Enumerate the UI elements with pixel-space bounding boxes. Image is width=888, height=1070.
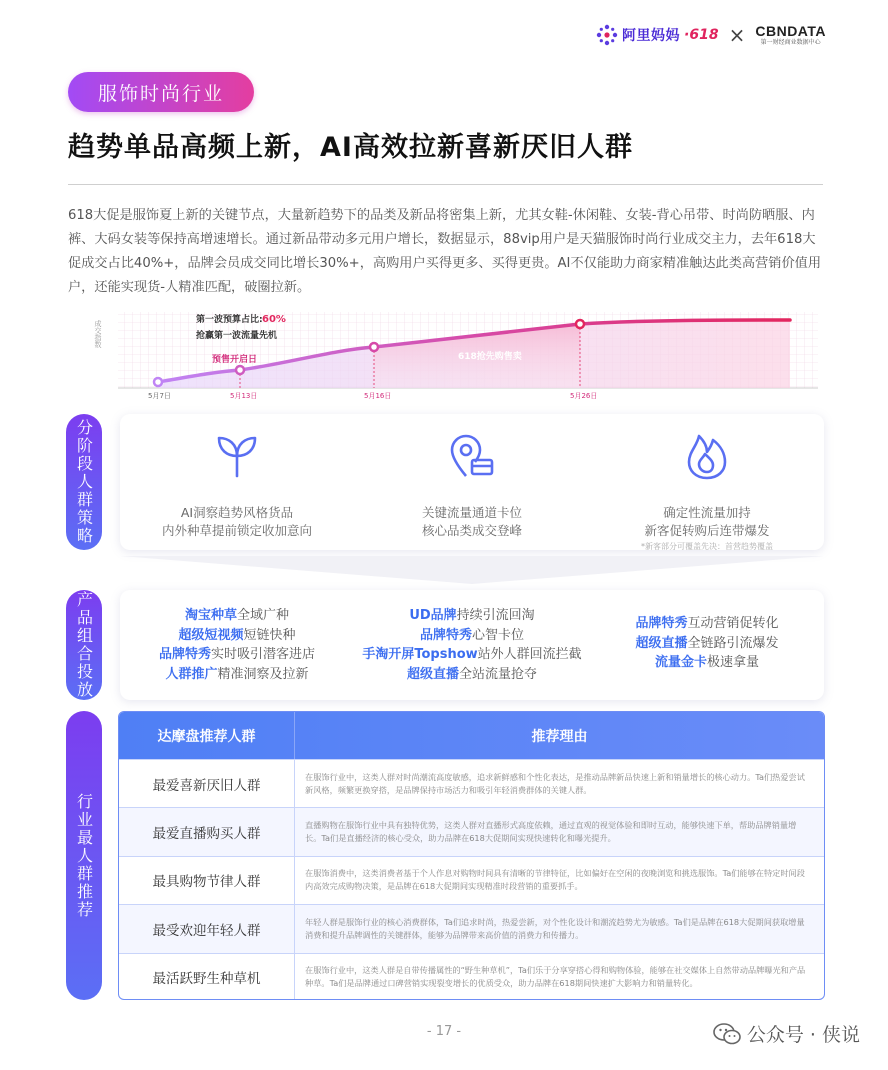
audience-name: 最受欢迎年轻人群 xyxy=(119,905,295,952)
strategy-1-line-2: 内外种草提前锁定收加意向 xyxy=(161,523,312,538)
location-card-icon xyxy=(444,428,500,484)
header-logos xyxy=(596,24,826,46)
product-mix-panel xyxy=(120,590,824,700)
mix-2-item-3: 手淘开屏Topshow站外人群回流拦截 xyxy=(362,647,582,662)
title-divider xyxy=(68,184,823,185)
mix-col-1 xyxy=(120,606,354,684)
strategy-2-line-1: 关键流量通道卡位 xyxy=(421,505,522,520)
table-row xyxy=(119,856,824,904)
cbndata-text: CBNDATA xyxy=(755,23,826,39)
budget-label: 第一波预算占比: xyxy=(196,315,263,325)
sprout-icon xyxy=(209,428,265,484)
presale-label: 预售开启日 xyxy=(212,355,258,365)
stage-strategy-panel xyxy=(120,414,824,550)
alimama-mark-icon xyxy=(596,24,618,46)
mix-col-2 xyxy=(355,606,589,684)
section3-side-label xyxy=(66,711,102,1000)
flame-icon xyxy=(679,428,735,484)
industry-tag: 服饰时尚行业 xyxy=(68,72,254,112)
x-tick-0: 5月7日 xyxy=(148,392,171,400)
mix-1-item-4: 人群推广精准洞察及拉新 xyxy=(165,666,309,682)
audience-name: 最具购物节律人群 xyxy=(119,857,295,904)
table-row xyxy=(119,953,824,1000)
audience-name: 最活跃野生种草机 xyxy=(119,954,295,1000)
cbndata-logo xyxy=(755,24,826,46)
budget-value: 60% xyxy=(262,314,286,325)
section2-label-text: 产品组合投放 xyxy=(74,591,94,699)
cross-mark: × xyxy=(728,23,746,47)
table-row xyxy=(119,904,824,952)
mix-2-item-1: UD品牌持续引流回淘 xyxy=(409,608,535,623)
mix-1-item-3: 品牌特秀实时吸引潜客进店 xyxy=(158,647,316,662)
strategy-3-line-1: 确定性流量加持 xyxy=(663,505,751,520)
section1-label-text: 分阶段人群策略 xyxy=(74,419,94,545)
section1-side-label xyxy=(66,414,102,550)
audience-reason: 年轻人群是服饰行业的核心消费群体，Ta们追求时尚，热爱尝新，对个性化设计和潮流趋势尤为敏感。Ta们是品牌在618大促期间获取增量消费和提升品牌调性的关键群体，能够为品牌带来高价值的消费力和传播力。 xyxy=(305,916,805,940)
strategy-1-line-1: AI洞察趋势风格货品 xyxy=(180,505,294,520)
strategy-2-line-2: 核心品类成交登峰 xyxy=(421,523,522,538)
table-header xyxy=(119,712,824,759)
wechat-icon xyxy=(713,1022,741,1046)
mix-1-item-1: 淘宝种草全域广种 xyxy=(184,608,290,623)
audience-name: 最爱直播购买人群 xyxy=(119,808,295,855)
mix-1-item-2: 超级短视频短链快种 xyxy=(178,627,296,643)
section3-label-text: 行业最人群推荐 xyxy=(74,792,94,919)
chart-point-0513 xyxy=(236,366,244,374)
strategy-col-3 xyxy=(590,428,824,554)
section2-side-label xyxy=(66,590,102,700)
x-tick-2: 5月16日 xyxy=(364,392,392,400)
audience-name: 最爱喜新厌旧人群 xyxy=(119,760,295,807)
sales-trend-chart xyxy=(84,306,824,406)
rush-label: 618抢先购售卖 xyxy=(458,352,522,362)
audience-reason: 在服饰行业中，这类人群对时尚潮流高度敏感，追求新鲜感和个性化表达，是推动品牌新品快速上新和销量增长的核心动力。Ta们热爱尝试新风格，频繁更换穿搭，是品牌保持市场活力和吸引年轻消费群体的关键人群。 xyxy=(305,771,805,795)
audience-reason: 在服饰行业中，这类人群是自带传播属性的“野生种草机”，Ta们乐于分享穿搭心得和购物体验，能够在社交媒体上自然带动品牌曝光和产品种草。Ta们是品牌通过口碑营销实现裂变增长的优质受众，助力品牌在618期间快速扩大影响力和销量转化。 xyxy=(305,965,806,989)
chart-point-0526 xyxy=(576,320,584,328)
alimama-618: ·618 xyxy=(684,27,719,43)
strategy-col-2 xyxy=(355,428,589,540)
x-tick-3: 5月26日 xyxy=(570,392,598,400)
strategy-3-note: *新客部分可覆盖先决：首营趋势覆盖 xyxy=(641,542,773,551)
chart-point-0516 xyxy=(370,343,378,351)
cbndata-subtitle: 第一财经商业数据中心 xyxy=(760,39,821,46)
mix-2-item-2: 品牌特秀心智卡位 xyxy=(419,627,525,643)
chart-ylabel: 成交指数 xyxy=(94,320,102,348)
strategy-col-1 xyxy=(120,428,354,540)
budget-sub: 抢赢第一波流量先机 xyxy=(196,331,278,341)
audience-reason: 在服饰消费中，这类消费者基于个人作息对购物时间具有清晰的节律特征，比如偏好在空闲的夜晚浏览和挑选服饰。Ta们能够在特定时间段内高效完成购物决策，是品牌在618大促期间实现精准时段营销的重要抓手。 xyxy=(305,868,805,892)
header-reason: 推荐理由 xyxy=(531,728,588,745)
mix-3-item-3: 流量金卡极速拿量 xyxy=(654,655,760,670)
mix-2-item-4: 超级直播全站流量抢夺 xyxy=(406,666,538,682)
watermark xyxy=(713,1020,860,1047)
table-row xyxy=(119,807,824,855)
table-row xyxy=(119,759,824,807)
chart-point-0507 xyxy=(154,378,162,386)
alimama-text: 阿里妈妈 xyxy=(622,28,681,44)
watermark-text: 公众号 · 侠说 xyxy=(746,1024,860,1046)
page-title: 趋势单品高频上新，AI高效拉新喜新厌旧人群 xyxy=(68,132,633,163)
mix-3-item-1: 品牌特秀互动营销促转化 xyxy=(635,616,779,631)
page-number: - 17 - xyxy=(426,1024,462,1039)
mix-3-item-2: 超级直播全链路引流爆发 xyxy=(635,635,779,651)
alimama-logo xyxy=(596,24,719,46)
x-tick-1: 5月13日 xyxy=(230,392,258,400)
header-audience: 达摩盘推荐人群 xyxy=(119,712,295,759)
strategy-3-line-2: 新客促转购后连带爆发 xyxy=(644,523,770,538)
audience-reason: 直播购物在服饰行业中具有独特优势，这类人群对直播形式高度依赖，通过直观的视觉体验和即时互动，能够快速下单，帮助品牌销量增长。Ta们是直播经济的核心受众，助力品牌在618大促期间实现快速转化和曝光提升。 xyxy=(305,820,797,844)
flow-arrow xyxy=(120,552,824,588)
audience-table xyxy=(118,711,825,1000)
intro-paragraph: 618大促是服饰夏上新的关键节点，大量新趋势下的品类及新品将密集上新，尤其女鞋-休闲鞋、女装-背心吊带、时尚防晒服、内裤、大码女装等保持高增速增长。通过新品带动多元用户增长，数据显示，88vip用户是天猫服饰时尚行业成交主力，去年618大促成交占比40%+，品牌会员成交同比增长30%+，高购用户买得更多、买得更贵。AI不仅能助力商家精准触达此类高营销价值用户，还能实现货-人精准匹配，破圈拉新。 xyxy=(68,208,822,295)
mix-col-3 xyxy=(590,614,824,673)
